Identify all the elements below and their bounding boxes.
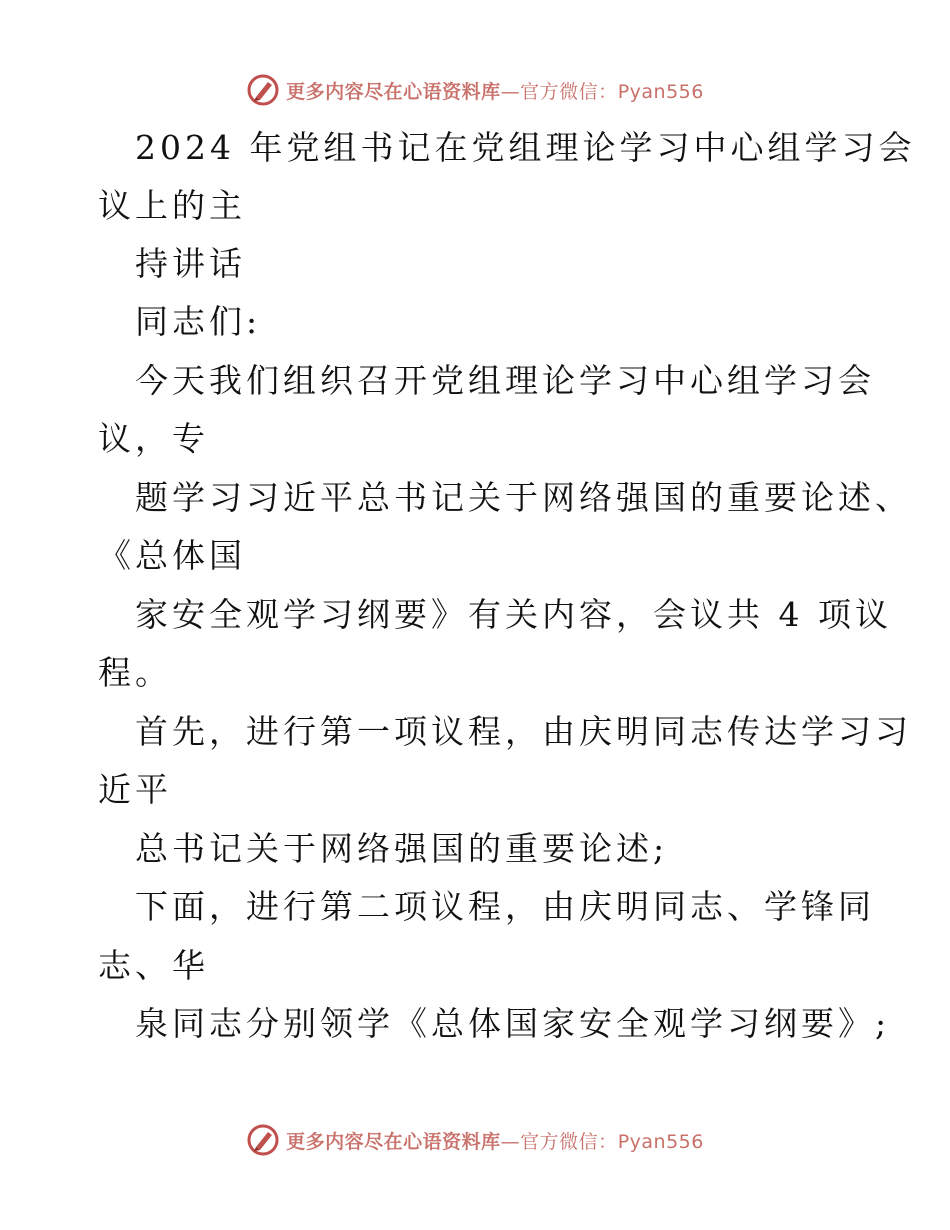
watermark-label: 官方微信： bbox=[520, 1130, 618, 1153]
text-line: 今天我们组织召开党组理论学习中心组学习会 bbox=[135, 361, 875, 400]
text-line: 家安全观学习纲要》有关内容，会议共 4 项议 bbox=[135, 595, 892, 634]
text-line: 持讲话 bbox=[135, 244, 246, 283]
watermark-dash: — bbox=[500, 80, 521, 103]
text-line: 题学习习近平总书记关于网络强国的重要论述、 bbox=[135, 478, 912, 517]
watermark-id: Pyan556 bbox=[617, 1130, 704, 1153]
watermark-main-text: 更多内容尽在心语资料库 bbox=[286, 1130, 501, 1153]
text-line: 首先，进行第一项议程，由庆明同志传达学习习 bbox=[135, 712, 912, 751]
watermark-main-text: 更多内容尽在心语资料库 bbox=[286, 80, 501, 103]
watermark-label: 官方微信： bbox=[520, 80, 618, 103]
text-line: 《总体国 bbox=[98, 536, 246, 575]
footer-watermark bbox=[0, 1120, 950, 1160]
text-line: 总书记关于网络强国的重要论述; bbox=[135, 829, 669, 868]
header-watermark bbox=[0, 70, 950, 110]
pen-logo-icon bbox=[246, 73, 280, 107]
text-line: 下面，进行第二项议程，由庆明同志、学锋同 bbox=[135, 887, 875, 926]
text-line: 程。 bbox=[98, 653, 172, 692]
text-line: 2024 年党组书记在党组理论学习中心组学习会 bbox=[135, 128, 916, 167]
text-line: 志、华 bbox=[98, 946, 209, 985]
text-line: 同志们: bbox=[135, 302, 262, 341]
watermark-dash: — bbox=[500, 1130, 521, 1153]
watermark-id: Pyan556 bbox=[617, 80, 704, 103]
text-line: 泉同志分别领学《总体国家安全观学习纲要》; bbox=[135, 1004, 891, 1043]
text-line: 近平 bbox=[98, 770, 172, 809]
pen-logo-icon bbox=[246, 1123, 280, 1157]
text-line: 议上的主 bbox=[98, 186, 246, 225]
text-line: 议，专 bbox=[98, 419, 209, 458]
